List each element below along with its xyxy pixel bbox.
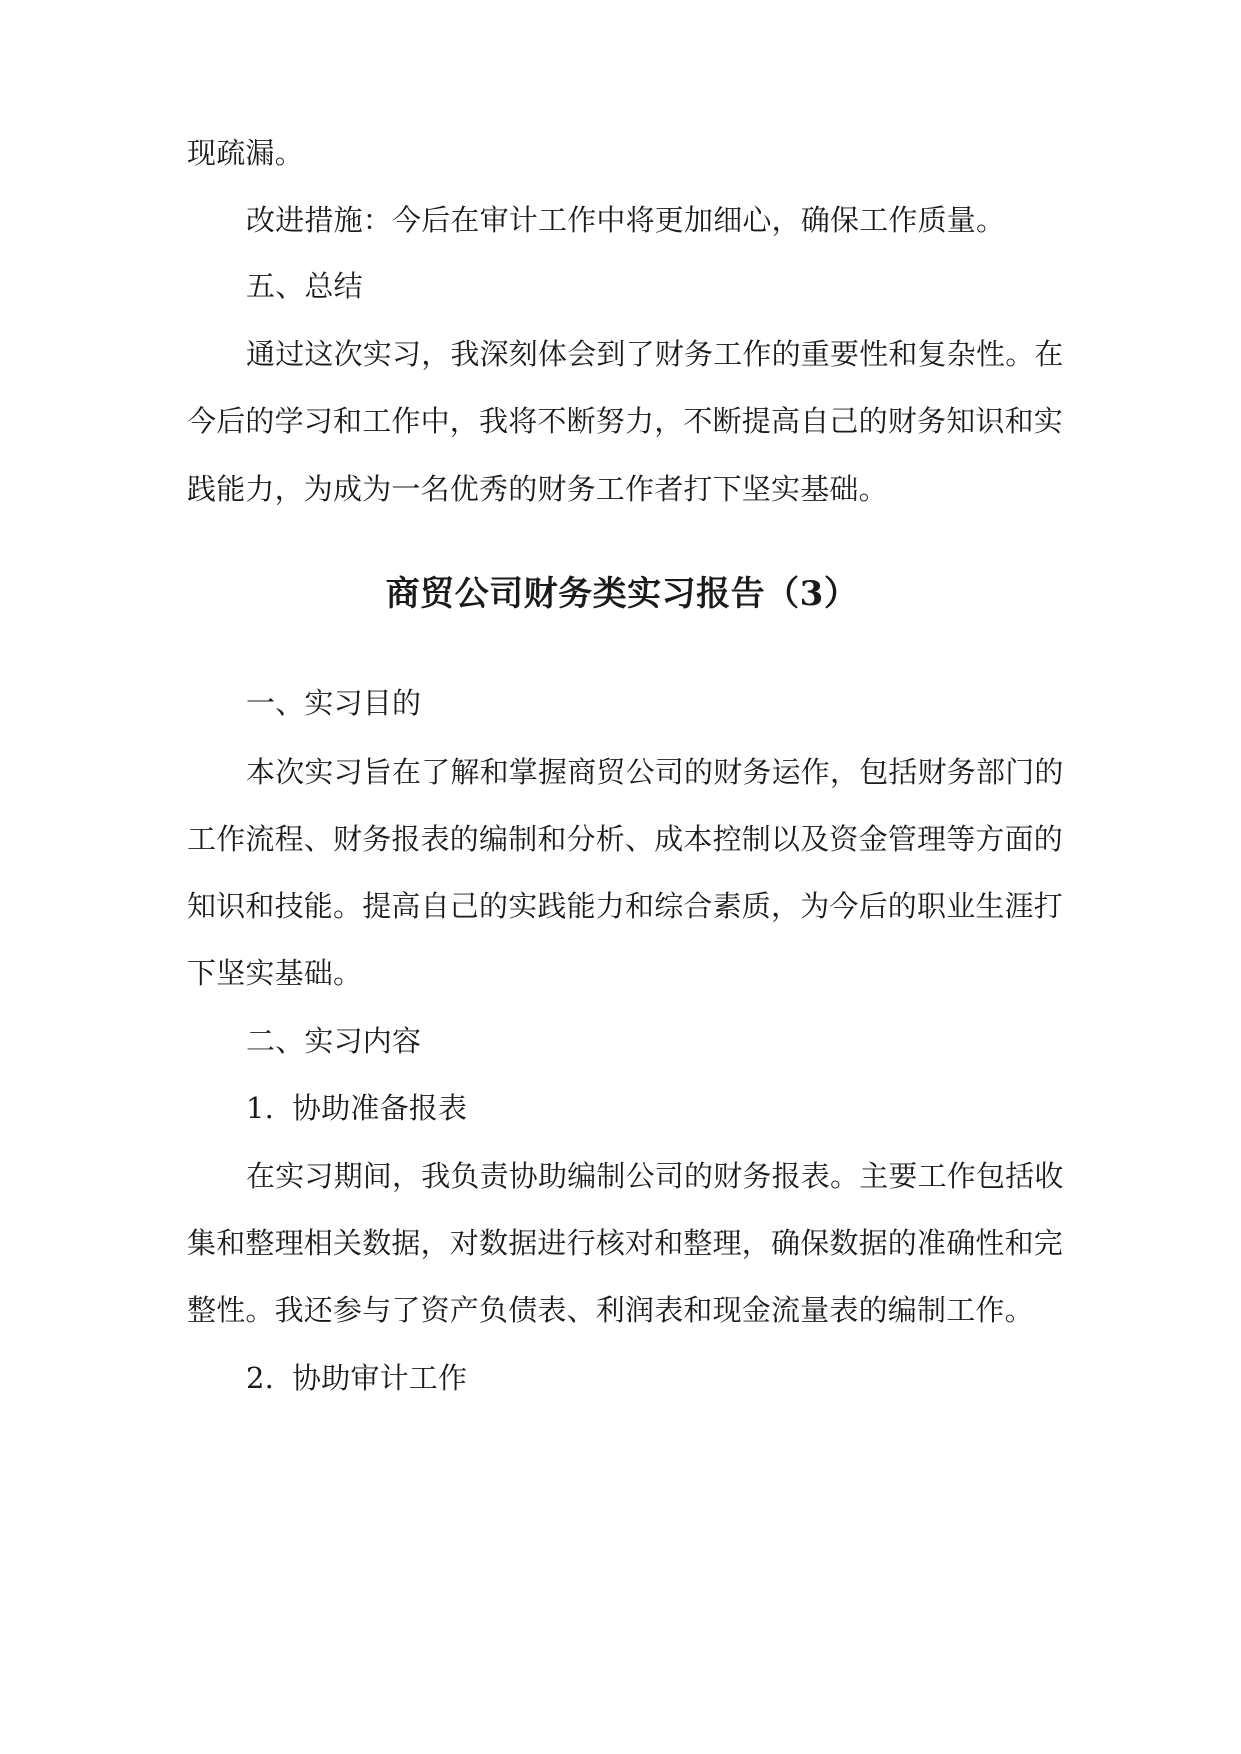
section-heading: 二、实习内容 (246, 1024, 422, 1058)
report-title: 商贸公司财务类实习报告（3） (385, 574, 859, 614)
paragraph-line: 现疏漏。 (187, 136, 304, 170)
list-item-text: 协助准备报表 (292, 1091, 468, 1125)
paragraph-line: 整性。我还参与了资产负债表、利润表和现金流量表的编制工作。 (187, 1293, 1034, 1327)
section-heading: 一、实习目的 (246, 686, 422, 720)
list-item-number: 2. (246, 1361, 275, 1395)
document-page (187, 0, 1064, 1754)
paragraph-line: 下坚实基础。 (187, 956, 363, 990)
paragraph-line: 改进措施：今后在审计工作中将更加细心，确保工作质量。 (246, 203, 1006, 237)
paragraph-line: 工作流程、财务报表的编制和分析、成本控制以及资金管理等方面的 (187, 822, 1064, 856)
list-item (246, 1088, 1057, 1128)
paragraph-line: 在实习期间，我负责协助编制公司的财务报表。主要工作包括收 (246, 1159, 1064, 1193)
list-item-number: 1. (246, 1091, 275, 1125)
section-heading: 五、总结 (246, 269, 363, 303)
paragraph-line: 本次实习旨在了解和掌握商贸公司的财务运作，包括财务部门的 (246, 755, 1064, 789)
paragraph-line: 通过这次实习，我深刻体会到了财务工作的重要性和复杂性。在 (246, 337, 1064, 371)
paragraph-line: 今后的学习和工作中，我将不断努力，不断提高自己的财务知识和实 (187, 404, 1064, 438)
paragraph-line: 践能力，为成为一名优秀的财务工作者打下坚实基础。 (187, 472, 888, 506)
paragraph-line: 知识和技能。提高自己的实践能力和综合素质，为今后的职业生涯打 (187, 889, 1064, 923)
paragraph-line: 集和整理相关数据，对数据进行核对和整理，确保数据的准确性和完 (187, 1226, 1064, 1260)
list-item (246, 1358, 1057, 1398)
list-item-text: 协助审计工作 (292, 1361, 468, 1395)
